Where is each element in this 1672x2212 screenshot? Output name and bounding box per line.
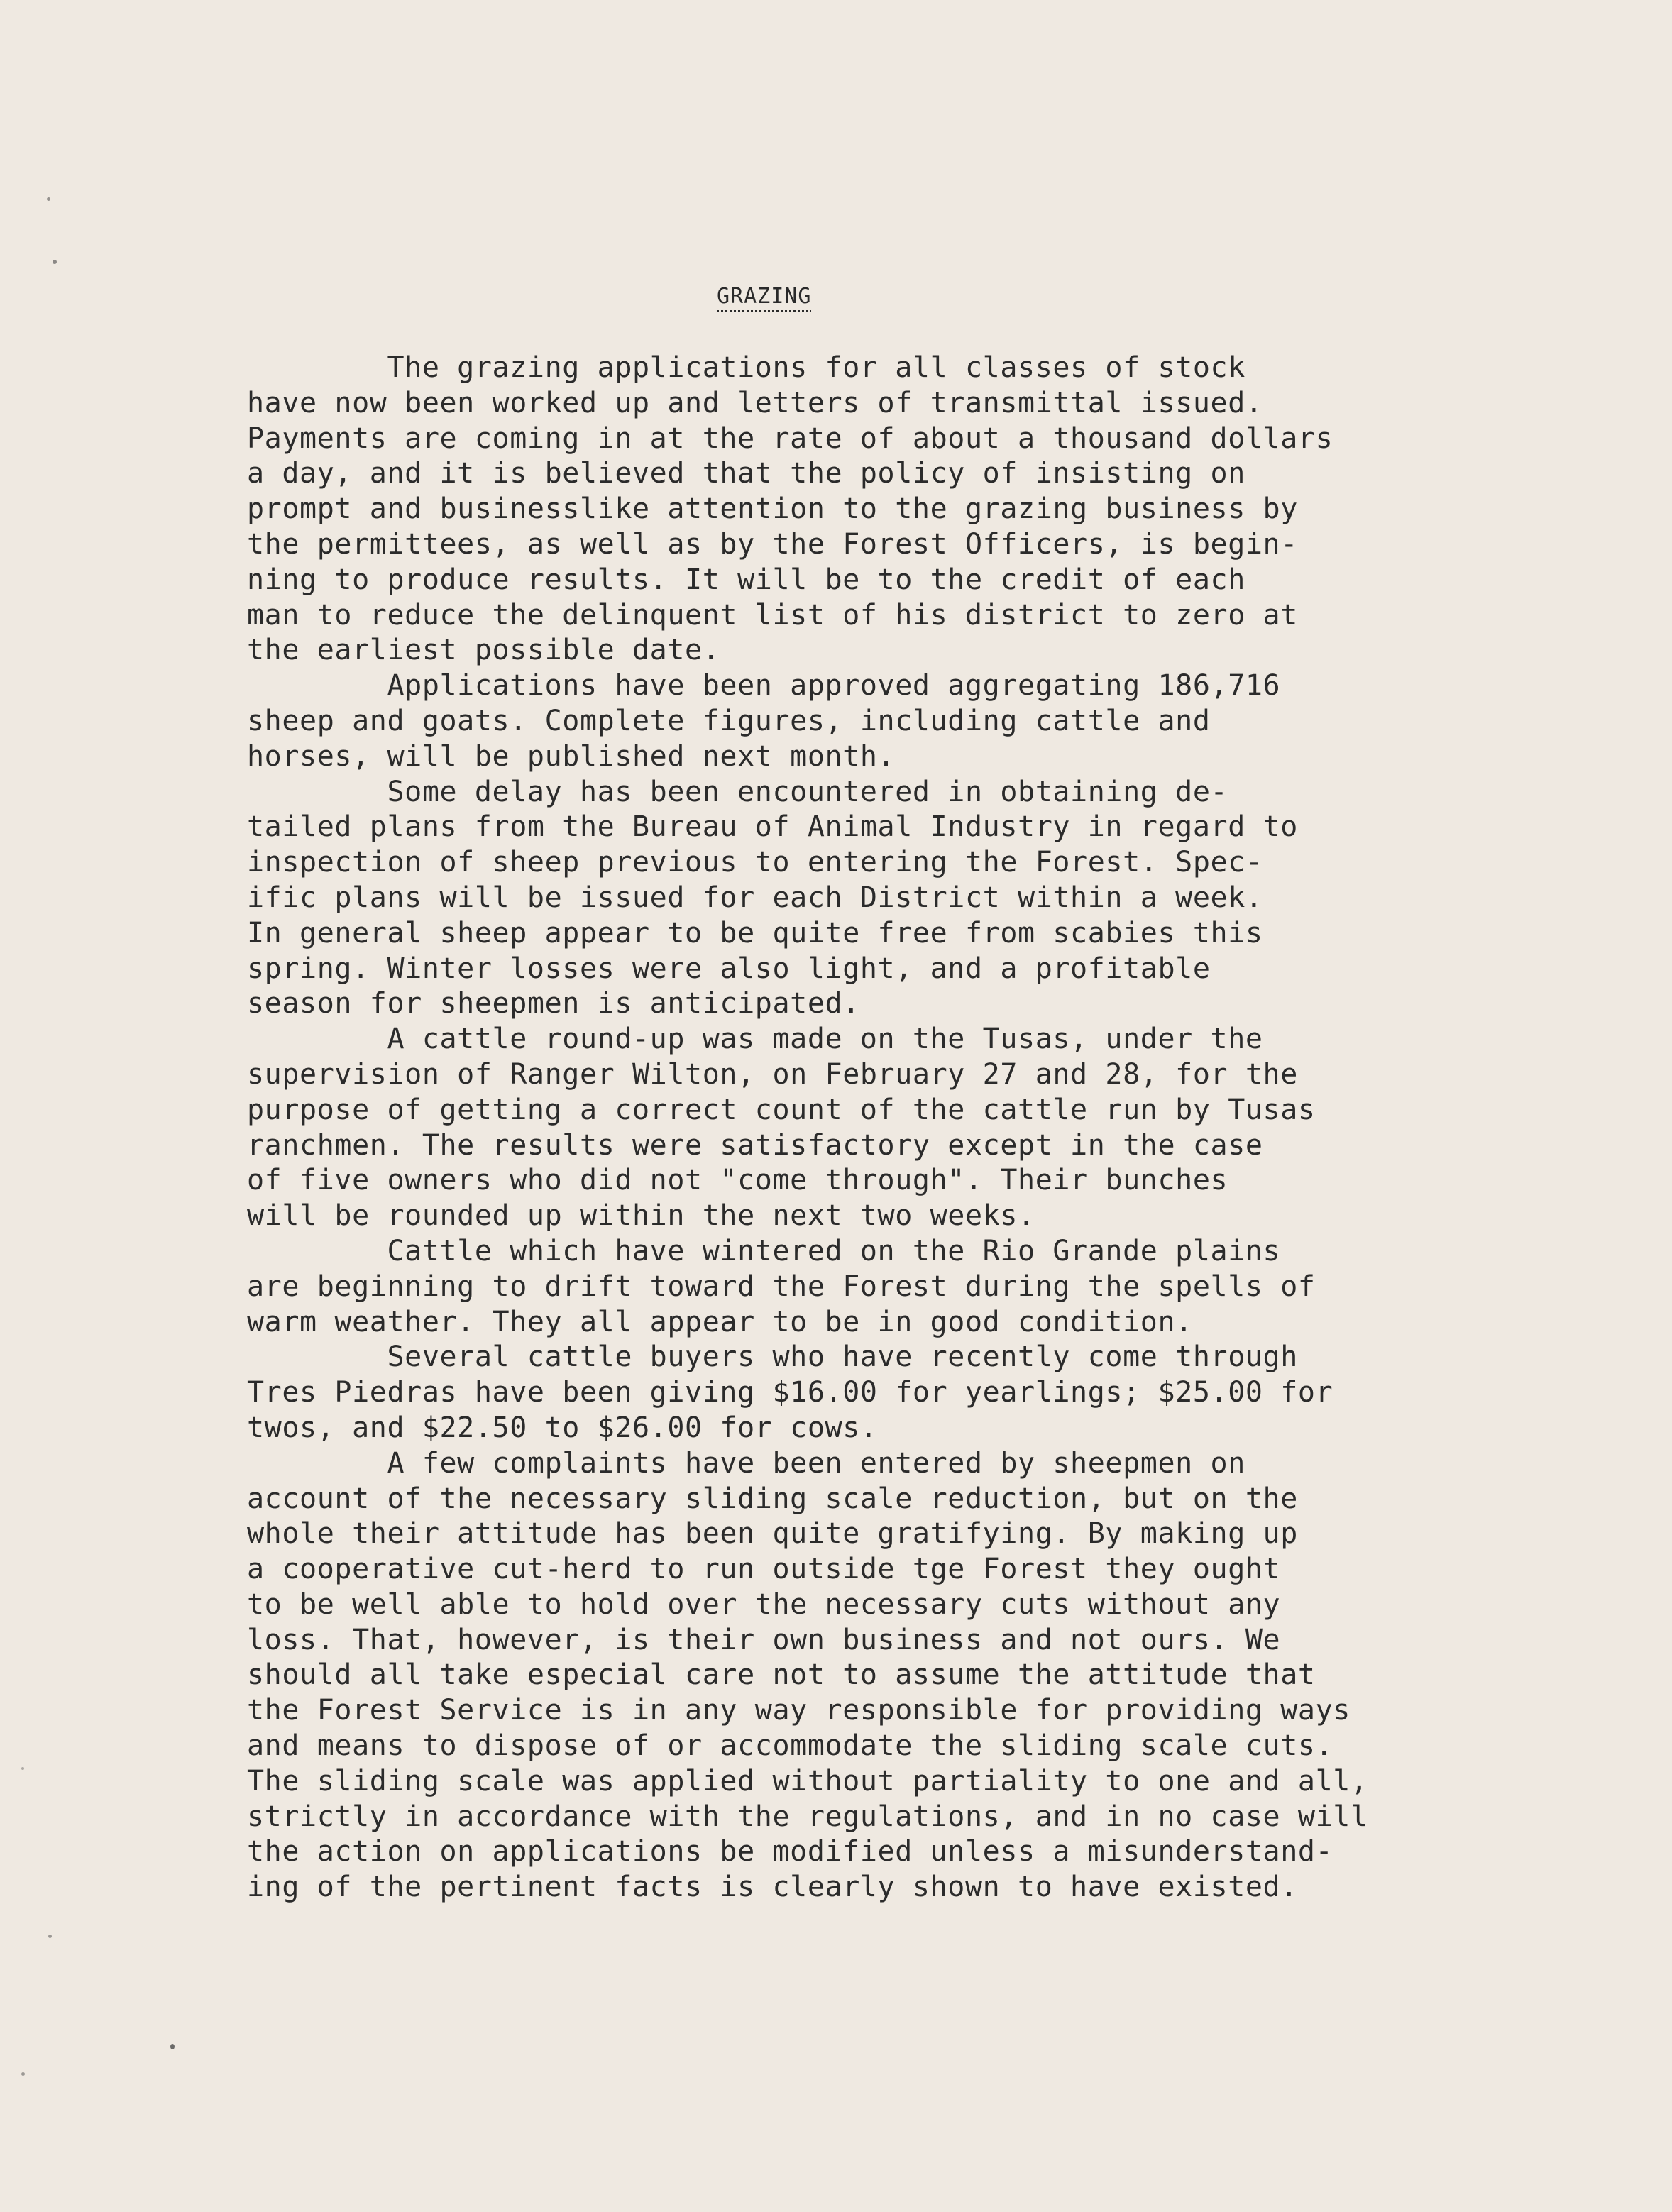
text-line: have now been worked up and letters of transmittal issued.: [247, 386, 1263, 419]
text-line: Some delay has been encountered in obtaining de-: [247, 775, 1228, 808]
text-line: the action on applications be modified unless a misunderstand-: [247, 1835, 1333, 1869]
paper-speck: [170, 2044, 175, 2049]
text-line: Cattle which have wintered on the Rio Grande plains: [247, 1234, 1281, 1267]
text-line: A cattle round-up was made on the Tusas, under the: [247, 1023, 1263, 1056]
text-line: ning to produce results. It will be to the credit of each: [247, 563, 1245, 596]
text-line: man to reduce the delinquent list of his district to zero at: [247, 598, 1298, 632]
text-line: strictly in accordance with the regulations, and in no case will: [247, 1800, 1368, 1833]
text-line: will be rounded up within the next two weeks.: [247, 1199, 1035, 1233]
body-text: [247, 351, 1617, 1905]
page-title: GRAZING: [717, 284, 812, 309]
text-line: sheep and goats. Complete figures, including cattle and: [247, 704, 1211, 737]
text-line: Several cattle buyers who have recently come through: [247, 1341, 1298, 1374]
text-line: inspection of sheep previous to entering the Forest. Spec-: [247, 846, 1263, 879]
text-line: spring. Winter losses were also light, and a profitable: [247, 952, 1211, 985]
text-line: The sliding scale was applied without partiality to one and all,: [247, 1764, 1368, 1798]
text-line: are beginning to drift toward the Forest during the spells of: [247, 1270, 1316, 1303]
text-line: loss. That, however, is their own business and not ours. We: [247, 1623, 1281, 1656]
text-line: the earliest possible date.: [247, 634, 720, 667]
text-line: ing of the pertinent facts is clearly shown to have existed.: [247, 1871, 1298, 1904]
text-line: a day, and it is believed that the policy of insisting on: [247, 457, 1245, 490]
text-line: purpose of getting a correct count of the cattle run by Tusas: [247, 1093, 1316, 1126]
text-line: Applications have been approved aggregating 186,716: [247, 669, 1281, 703]
text-line: ranchmen. The results were satisfactory except in the case: [247, 1128, 1263, 1162]
paper-speck: [21, 1767, 24, 1770]
text-line: A few complaints have been entered by sheepmen on: [247, 1446, 1245, 1480]
text-line: supervision of Ranger Wilton, on February 27 and 28, for the: [247, 1057, 1298, 1091]
paper-speck: [21, 2072, 25, 2076]
paper-speck: [47, 197, 50, 201]
text-line: horses, will be published next month.: [247, 739, 896, 773]
text-line: and means to dispose of or accommodate the sliding scale cuts.: [247, 1729, 1333, 1763]
text-line: The grazing applications for all classes of stock: [247, 351, 1245, 384]
text-line: account of the necessary sliding scale reduction, but on the: [247, 1482, 1298, 1515]
text-line: the Forest Service is in any way responsible for providing ways: [247, 1694, 1351, 1727]
text-line: Payments are coming in at the rate of about a thousand dollars: [247, 422, 1333, 455]
text-line: tailed plans from the Bureau of Animal Industry in regard to: [247, 810, 1298, 844]
text-line: whole their attitude has been quite gratifying. By making up: [247, 1517, 1298, 1551]
text-line: prompt and businesslike attention to the grazing business by: [247, 493, 1298, 526]
text-line: Tres Piedras have been giving $16.00 for yearlings; $25.00 for: [247, 1376, 1333, 1409]
text-line: should all take especial care not to assume the attitude that: [247, 1658, 1316, 1692]
paper-speck: [53, 260, 57, 264]
text-line: to be well able to hold over the necessary cuts without any: [247, 1588, 1281, 1621]
paper-speck: [48, 1935, 52, 1938]
text-line: the permittees, as well as by the Forest Officers, is begin-: [247, 527, 1298, 561]
text-line: of five owners who did not "come through". Their bunches: [247, 1164, 1228, 1197]
text-line: warm weather. They all appear to be in good condition.: [247, 1305, 1193, 1338]
text-line: season for sheepmen is anticipated.: [247, 987, 860, 1020]
text-line: a cooperative cut-herd to run outside tge Forest they ought: [247, 1553, 1281, 1586]
text-line: ific plans will be issued for each District within a week.: [247, 881, 1263, 914]
text-line: In general sheep appear to be quite free from scabies this: [247, 916, 1263, 950]
text-line: twos, and $22.50 to $26.00 for cows.: [247, 1411, 878, 1444]
